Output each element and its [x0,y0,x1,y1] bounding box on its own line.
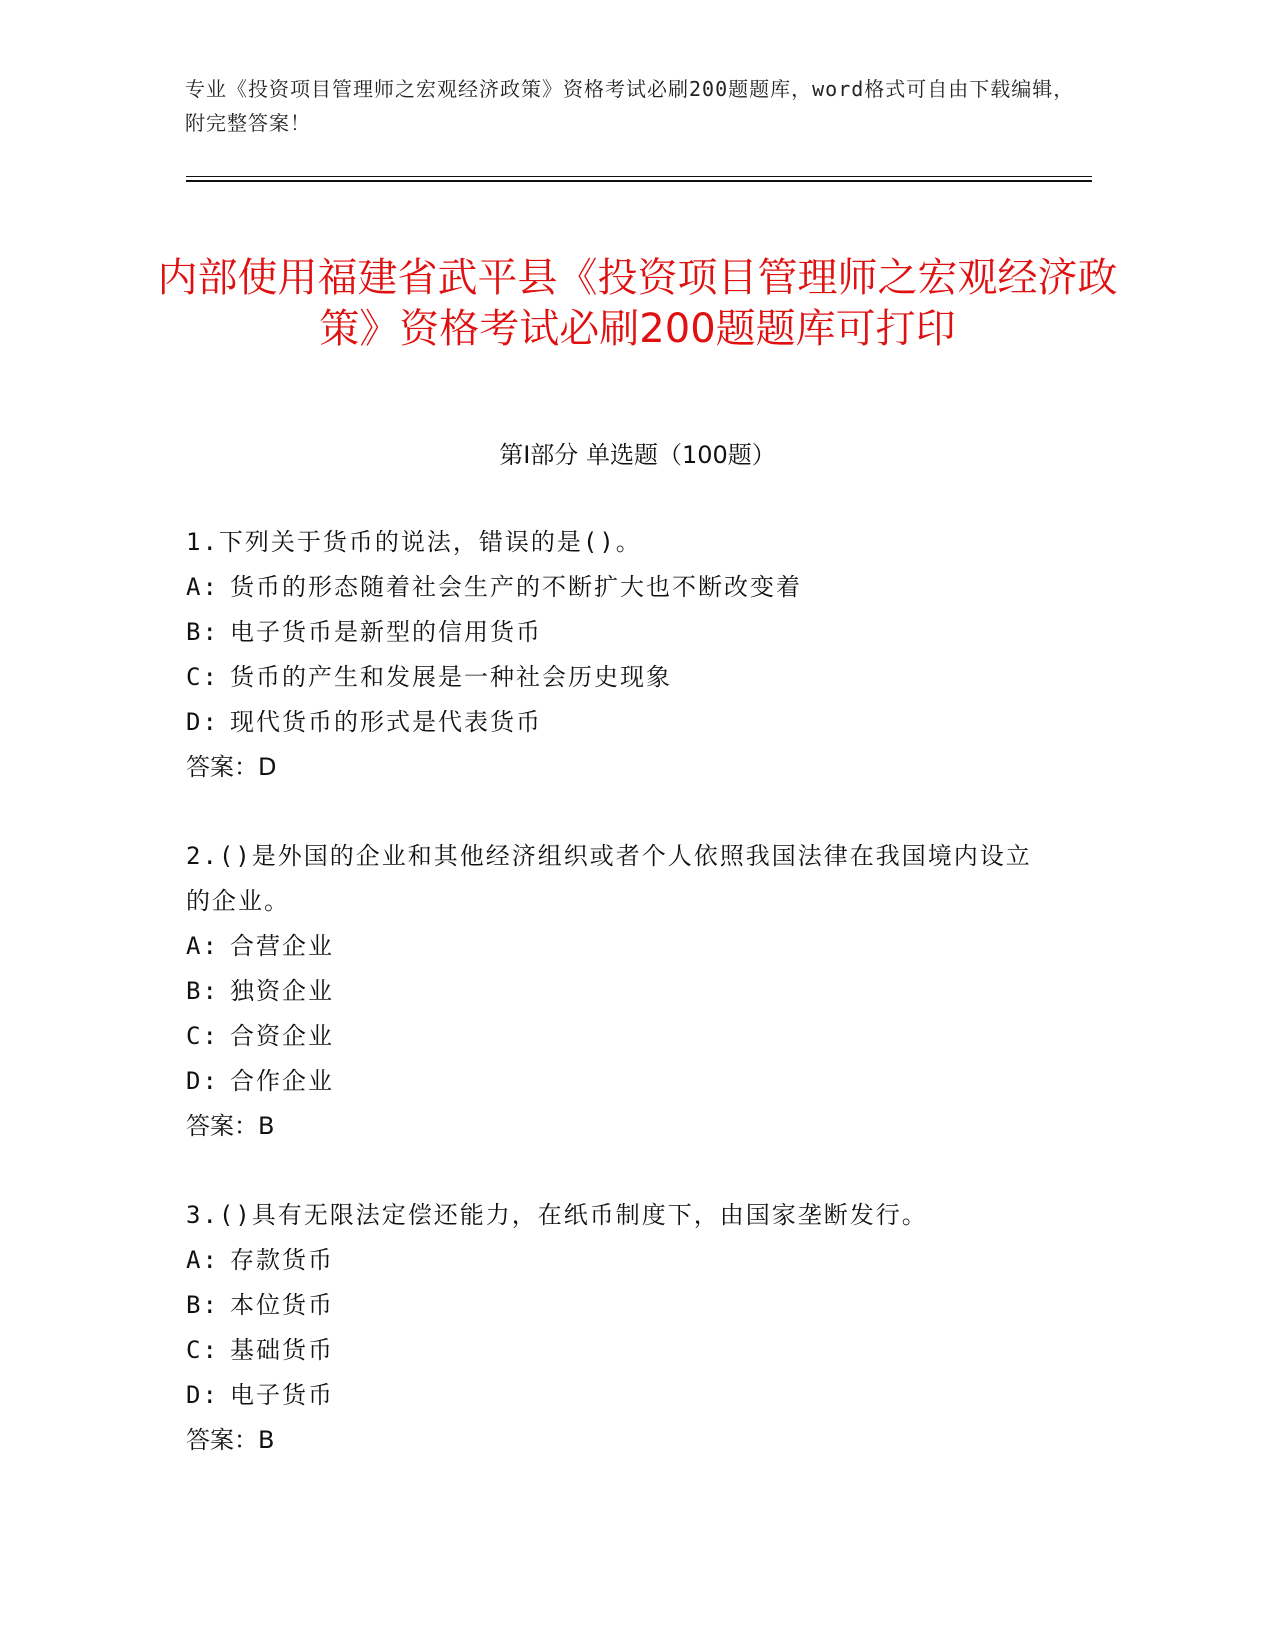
option-key: C: [186,1022,219,1050]
option-text: 合营企业 [230,932,334,960]
question-stem: 2.()是外国的企业和其他经济组织或者个人依照我国法律在我国境内设立的企业。 [186,842,1032,915]
option-key: A: [186,573,219,601]
option-key: B: [186,977,219,1005]
question-list [186,520,1066,1507]
option-text: 存款货币 [230,1246,334,1274]
option-d [186,700,1066,745]
option-text: 合资企业 [230,1022,334,1050]
question-stem: 1.下列关于货币的说法，错误的是()。 [186,528,642,556]
header-divider-thin [186,176,1092,177]
question-1 [186,520,1066,790]
header-divider-thick [186,180,1092,182]
option-text: 合作企业 [230,1067,334,1095]
answer: 答案：D [186,753,277,781]
option-a [186,924,1066,969]
option-key: D: [186,708,219,736]
option-d [186,1373,1066,1418]
answer: 答案：B [186,1112,275,1140]
option-c [186,1328,1066,1373]
option-key: C: [186,1336,219,1364]
option-key: D: [186,1381,219,1409]
answer: 答案：B [186,1426,275,1454]
option-key: B: [186,618,219,646]
option-b [186,610,1066,655]
option-text: 货币的产生和发展是一种社会历史现象 [230,663,672,691]
option-key: D: [186,1067,219,1095]
option-text: 电子货币 [230,1381,334,1409]
question-2 [186,834,1066,1149]
option-text: 本位货币 [230,1291,334,1319]
option-d [186,1059,1066,1104]
option-c [186,1014,1066,1059]
question-stem: 3.()具有无限法定偿还能力，在纸币制度下，由国家垄断发行。 [186,1201,928,1229]
header-note: 专业《投资项目管理师之宏观经济政策》资格考试必刷200题题库，word格式可自由下载编辑，附完整答案！ [185,77,1075,135]
option-b [186,1283,1066,1328]
section-title: 第Ⅰ部分 单选题（100题） [499,441,776,469]
option-key: B: [186,1291,219,1319]
option-text: 现代货币的形式是代表货币 [230,708,542,736]
option-a [186,565,1066,610]
option-text: 独资企业 [230,977,334,1005]
option-key: A: [186,932,219,960]
option-text: 货币的形态随着社会生产的不断扩大也不断改变着 [230,573,802,601]
option-text: 基础货币 [230,1336,334,1364]
document-title: 内部使用福建省武平县《投资项目管理师之宏观经济政策》资格考试必刷200题题库可打印 [157,254,1118,352]
option-key: A: [186,1246,219,1274]
option-key: C: [186,663,219,691]
option-a [186,1238,1066,1283]
option-c [186,655,1066,700]
option-text: 电子货币是新型的信用货币 [230,618,542,646]
question-3 [186,1193,1066,1463]
option-b [186,969,1066,1014]
